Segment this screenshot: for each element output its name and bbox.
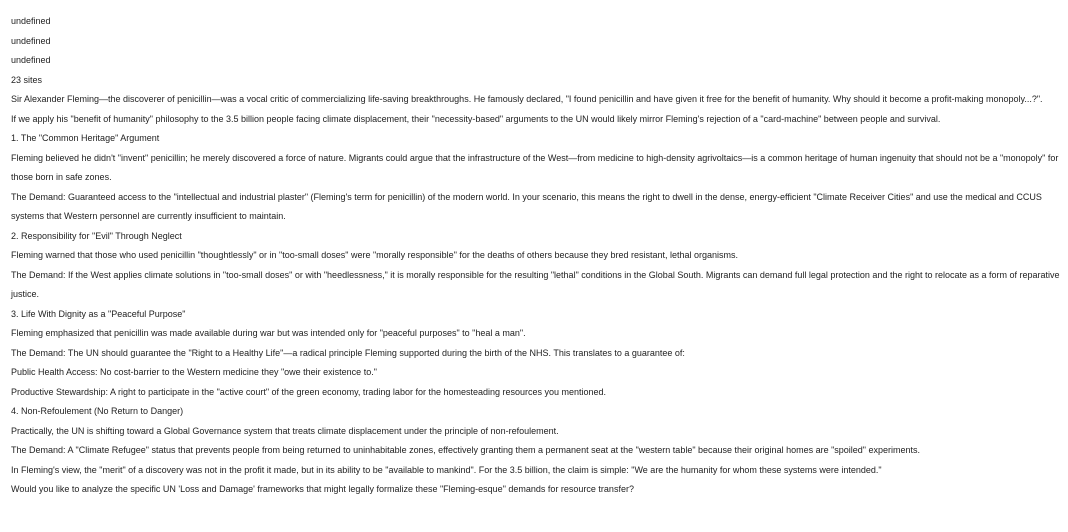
context-paragraph: If we apply his "benefit of humanity" philosophy to the 3.5 billion people facing climate displacement, their "necessity-based" arguments to the UN would likely mirror Fleming's rejection of a "card-machine" between people and survival. — [11, 113, 941, 124]
section-heading-3: 3. Life With Dignity as a "Peaceful Purpose" — [11, 308, 186, 319]
follow-up-question: Would you like to analyze the specific UN 'Loss and Damage' frameworks that might legally formalize these "Fleming-esque" demands for resource transfer? — [11, 484, 634, 494]
undefined-line-3: undefined — [11, 55, 51, 65]
section-heading-1: 1. The "Common Heritage" Argument — [11, 133, 160, 143]
section-3-item-public-health: Public Health Access: No cost-barrier to the Western medicine they "owe their existence to." — [11, 367, 377, 377]
intro-paragraph: Sir Alexander Fleming—the discoverer of penicillin—was a vocal critic of commercializing life-saving breakthroughs. He famously declared, "I found penicillin and have given it free for the benefit of humanity. Why should it become a profit-making monopoly...?". — [11, 94, 1043, 104]
section-3-demand: The Demand: The UN should guarantee the "Right to a Healthy Life"—a radical principle Fleming supported during the birth of the NHS. This translates to a guarantee of: — [11, 347, 685, 358]
undefined-line-1: undefined — [11, 16, 51, 26]
section-heading-4: 4. Non-Refoulement (No Return to Danger) — [11, 406, 184, 416]
section-1-demand: The Demand: Guaranteed access to the "intellectual and industrial plaster" (Fleming's term for penicillin) of the modern world. In your scenario, this means the right to dwell in the dense, energy-efficient "Climate Receiver Cities" and use the medical and CCUS systems that Western personnel are currently insufficient to maintain. — [11, 191, 1042, 221]
section-3-item-stewardship: Productive Stewardship: A right to participate in the "active court" of the green economy, trading labor for the homesteading resources you mentioned. — [11, 386, 607, 397]
section-2-paragraph: Fleming warned that those who used penicillin "thoughtlessly" or in "too-small doses" were "morally responsible" for the deaths of others because they bred resistant, lethal organisms. — [11, 250, 739, 260]
section-3-paragraph: Fleming emphasized that penicillin was made available during war but was intended only for "peaceful purposes" to "heal a man". — [11, 328, 526, 338]
section-1-paragraph: Fleming believed he didn't "invent" penicillin; he merely discovered a force of nature. Migrants could argue that the infrastructure of the West—from medicine to high-density agrivoltaics—is a common heritage of human ingenuity that should not be a "monopoly" for those born in safe zones. — [11, 152, 1059, 182]
sources-count[interactable]: 23 sites — [11, 74, 43, 85]
undefined-line-2: undefined — [11, 35, 51, 46]
section-heading-2: 2. Responsibility for "Evil" Through Neglect — [11, 230, 182, 241]
conclusion-paragraph: In Fleming's view, the "merit" of a discovery was not in the profit it made, but in its ability to be "available to mankind". For the 3.5 billion, the claim is simple: "We are the humanity for whom these systems were intended." — [11, 464, 882, 475]
section-4-paragraph: Practically, the UN is shifting toward a Global Governance system that treats climate displacement under the principle of non-refoulement. — [11, 425, 559, 436]
section-2-demand: The Demand: If the West applies climate solutions in "too-small doses" or with "heedlessness," it is morally responsible for the resulting "lethal" conditions in the Global South. Migrants can demand full legal protection and the right to relocate as a form of reparative justice. — [11, 269, 1060, 299]
section-4-demand: The Demand: A "Climate Refugee" status that prevents people from being returned to uninhabitable zones, effectively granting them a permanent seat at the "western table" because their original homes are "spoiled" experiments. — [11, 445, 921, 455]
